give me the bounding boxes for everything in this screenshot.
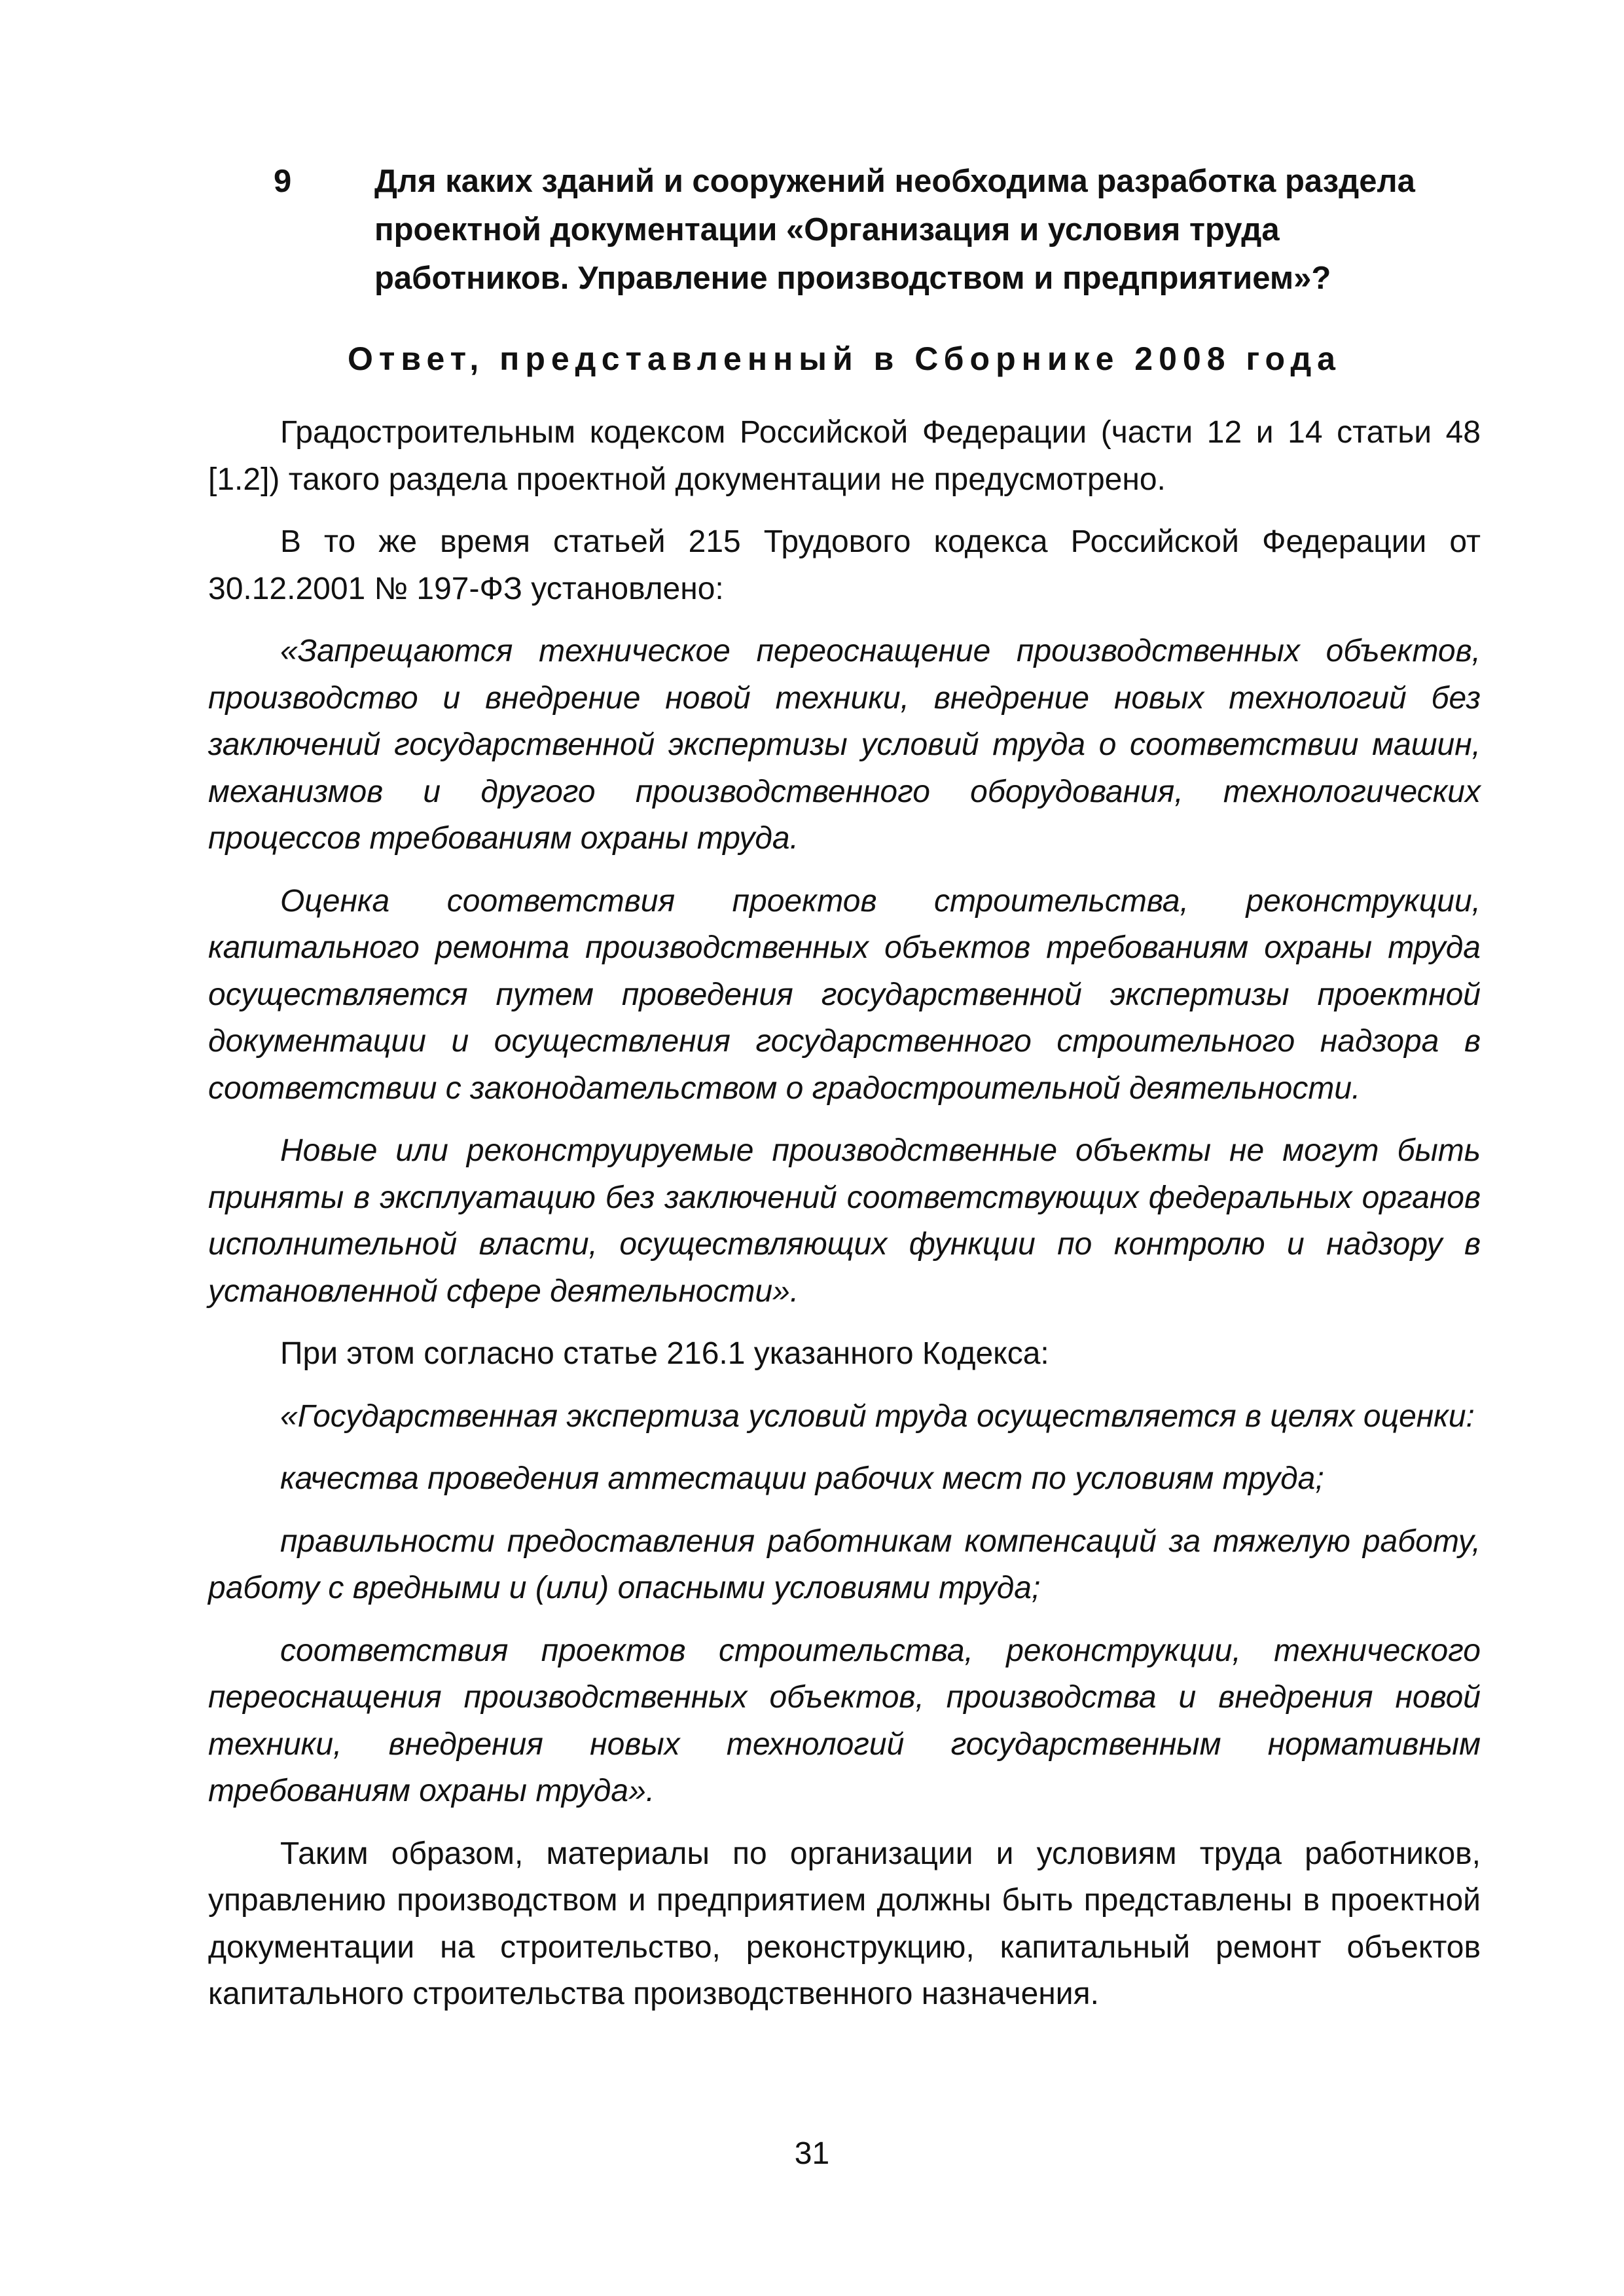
quote-paragraph: «Государственная экспертиза условий труда осуществляется в целях оценки:: [280, 1398, 1475, 1434]
question-text: Для каких зданий и сооружений необходима разработка раздела проектной документации «Организация и условия труда работников. Управление производством и предприятием»?: [374, 164, 1415, 296]
quote-paragraph: Оценка соответствия проектов строительства, реконструкции, капитального ремонта производственных объектов требованиям охраны труда осуществляется путем проведения государственной экспертизы проектной документации и осуществления государственного строительного надзора в соответствии с законодательством о градостроительной деятельности.: [208, 883, 1481, 1106]
quote-list-item: правильности предоставления работникам компенсаций за тяжелую работу, работу с вредными и (или) опасными условиями труда;: [208, 1523, 1481, 1605]
quote-list-item: качества проведения аттестации рабочих мест по условиям труда;: [280, 1461, 1324, 1496]
conclusion-paragraph: Таким образом, материалы по организации и условиям труда работников, управлению производством и предприятием должны быть представлены в проектной документации на строительство, реконструкцию, капитальный ремонт объектов капитального строительства производственного назначения.: [208, 1836, 1481, 2011]
quote-paragraph: Новые или реконструируемые производственные объекты не могут быть приняты в эксплуатацию без заключений соответствующих федеральных органов исполнительной власти, осуществляющих функции по контролю и надзору в установленной сфере деятельности».: [208, 1133, 1481, 1309]
paragraph: При этом согласно статье 216.1 указанного Кодекса:: [280, 1336, 1049, 1371]
answer-body: [208, 409, 1481, 2033]
question-number: 9: [274, 164, 292, 199]
quote-paragraph: «Запрещаются техническое переоснащение производственных объектов, производство и внедрение новой техники, внедрение новых технологий без заключений государственной экспертизы условий труда о соответствии машин, механизмов и другого производственного оборудования, технологических процессов требованиям охраны труда.: [208, 634, 1481, 856]
quote-list-item: соответствия проектов строительства, реконструкции, технического переоснащения производственных объектов, производства и внедрения новой техники, внедрения новых технологий государственным нормативным требованиям охраны труда».: [208, 1633, 1481, 1808]
paragraph: В то же время статьей 215 Трудового кодекса Российской Федерации от 30.12.2001 № 197-ФЗ установлено:: [208, 524, 1481, 606]
paragraph: Градостроительным кодексом Российской Федерации (части 12 и 14 статьи 48 [1.2]) такого раздела проектной документации не предусмотрено.: [208, 415, 1481, 497]
page-number: 31: [794, 2136, 830, 2171]
answer-heading: Ответ, представленный в Сборнике 2008 года: [348, 340, 1341, 377]
